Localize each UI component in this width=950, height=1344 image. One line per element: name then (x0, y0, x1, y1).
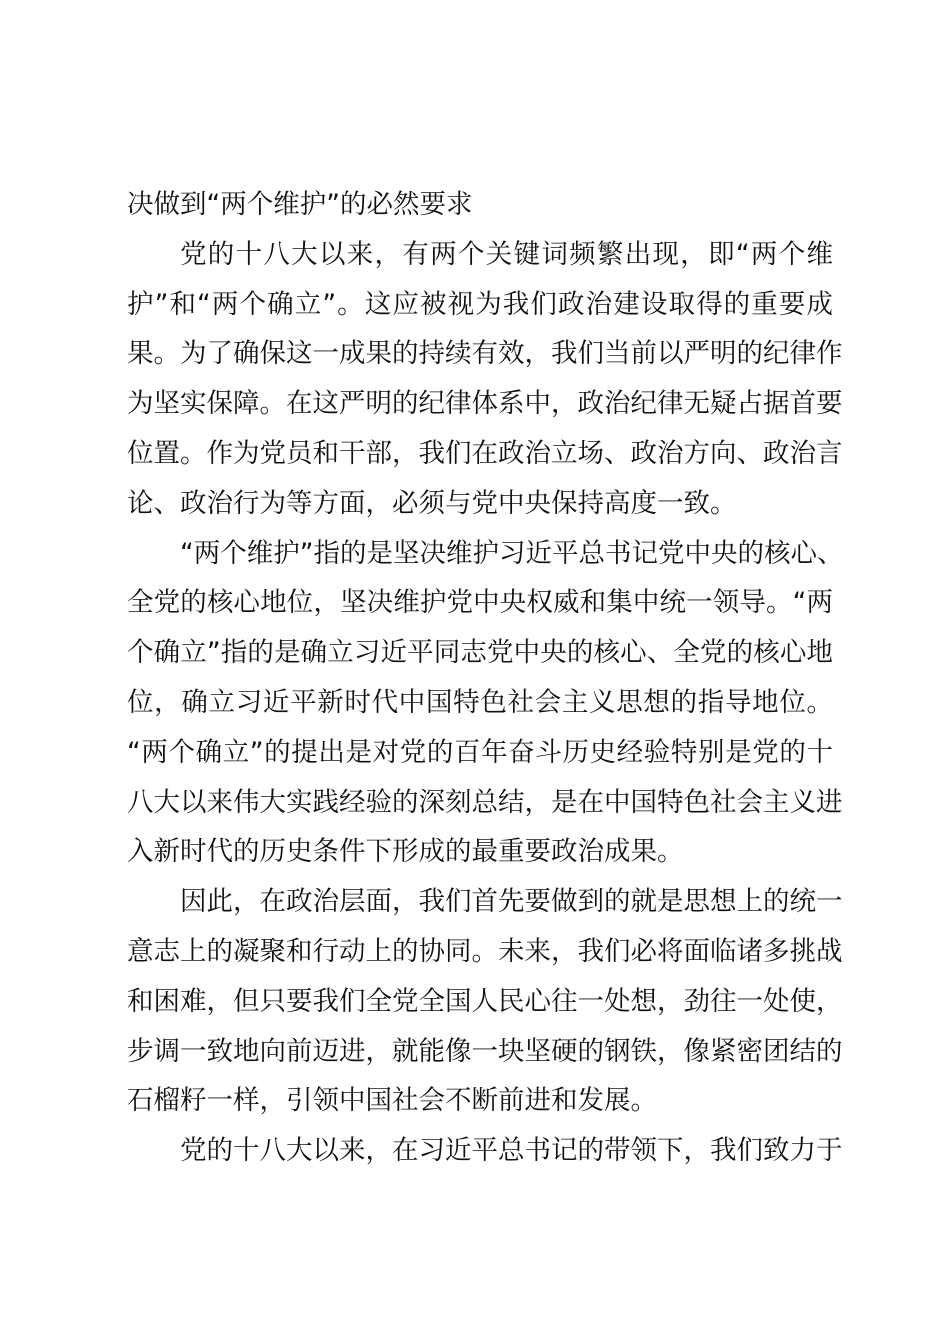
paragraph-line: 八大以来伟大实践经验的深刻总结，是在中国特色社会主义进 (127, 786, 843, 818)
paragraph-line: 为坚实保障。在这严明的纪律体系中，政治纪律无疑占据首要 (127, 388, 843, 420)
body-text (127, 180, 844, 1176)
heading-line: 决做到“两个维护”的必然要求 (127, 189, 473, 220)
paragraph-line: 全党的核心地位，坚决维护党中央权威和集中统一领导。“两 (127, 587, 833, 619)
paragraph-line: 因此，在政治层面，我们首先要做到的就是思想上的统一 (180, 886, 843, 918)
paragraph-line: 个确立”指的是确立习近平同志党中央的核心、全党的核心地 (127, 637, 833, 669)
paragraph-line: 入新时代的历史条件下形成的最重要政治成果。 (127, 836, 684, 868)
paragraph-line: 意志上的凝聚和行动上的协同。未来，我们必将面临诸多挑战 (127, 935, 843, 967)
paragraph-line: 护”和“两个确立”。这应被视为我们政治建设取得的重要成 (127, 288, 833, 320)
paragraph-line: “两个维护”指的是坚决维护习近平总书记党中央的核心、 (180, 537, 844, 569)
paragraph-line: 位，确立习近平新时代中国特色社会主义思想的指导地位。 (127, 686, 833, 718)
paragraph-line: 论、政治行为等方面，必须与党中央保持高度一致。 (127, 487, 737, 519)
paragraph-line: 步调一致地向前迈进，就能像一块坚硬的钢铁，像紧密团结的 (127, 1035, 843, 1067)
paragraph-line: 位置。作为党员和干部，我们在政治立场、政治方向、政治言 (127, 437, 843, 469)
paragraph-line: 果。为了确保这一成果的持续有效，我们当前以严明的纪律作 (127, 338, 843, 370)
paragraph-line: “两个确立”的提出是对党的百年奋斗历史经验特别是党的十 (127, 736, 833, 768)
paragraph-line: 党的十八大以来，有两个关键词频繁出现，即“两个维 (180, 238, 833, 270)
paragraph-line: 党的十八大以来，在习近平总书记的带领下，我们致力于 (180, 1135, 843, 1167)
paragraph-line: 石榴籽一样，引领中国社会不断前进和发展。 (127, 1085, 657, 1117)
paragraph-line: 和困难，但只要我们全党全国人民心往一处想，劲往一处使， (127, 985, 843, 1017)
